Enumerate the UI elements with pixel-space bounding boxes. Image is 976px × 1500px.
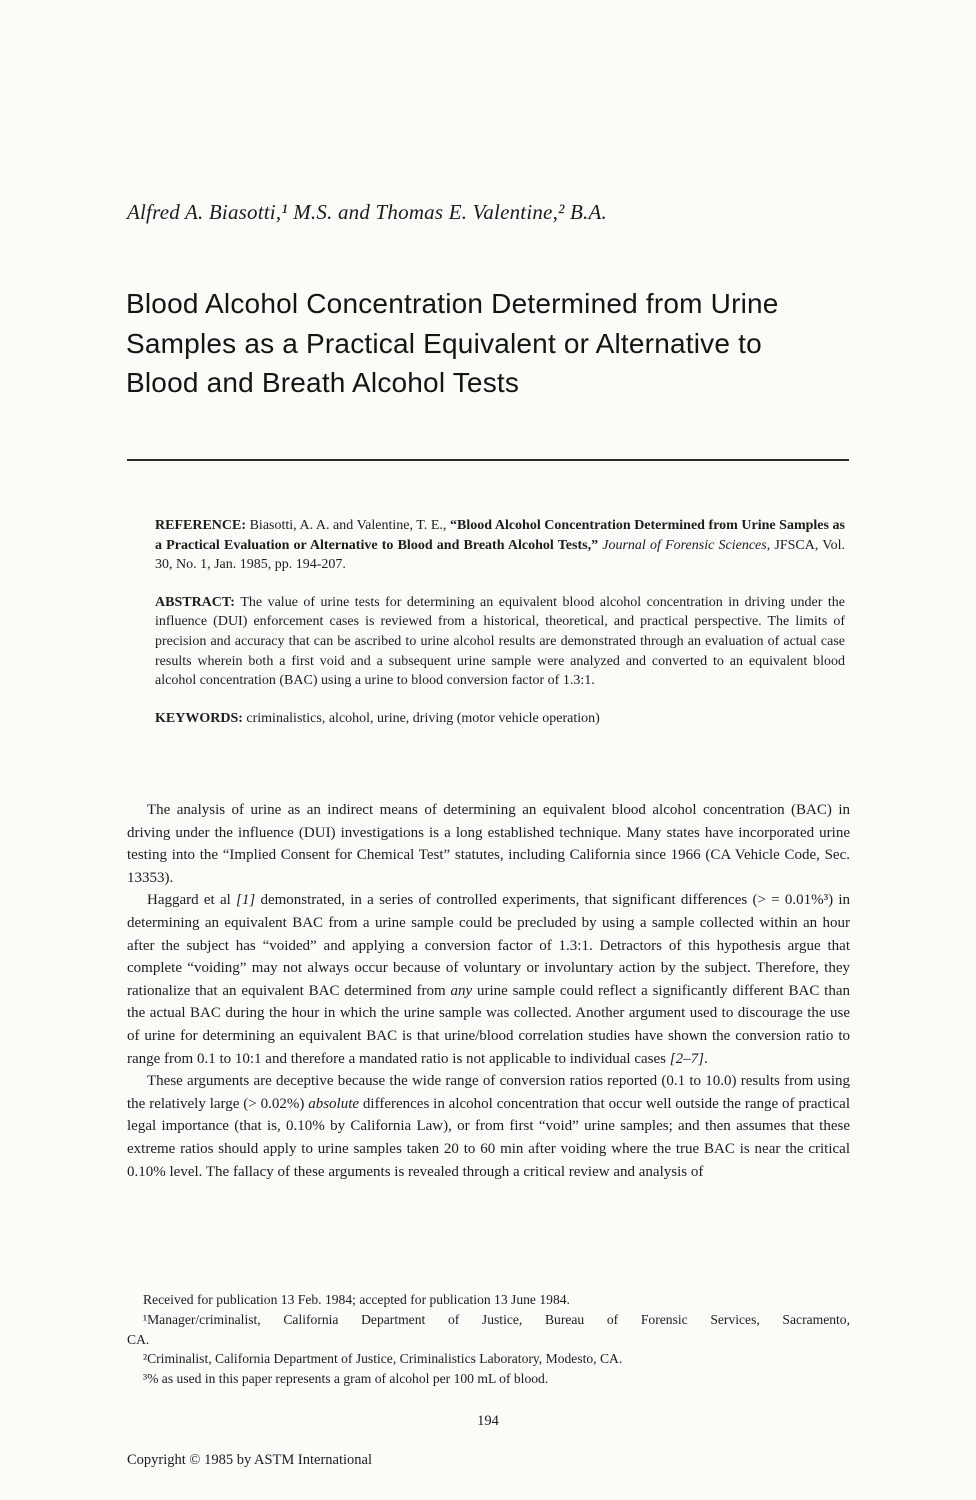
paper-title-line-1: Blood Alcohol Concentration Determined from Urine bbox=[126, 288, 779, 319]
authors-line: Alfred A. Biasotti,¹ M.S. and Thomas E. Valentine,² B.A. bbox=[127, 200, 607, 224]
copyright-notice: Copyright © 1985 by ASTM International bbox=[127, 1452, 373, 1468]
body-paragraph-2: Haggard et al [1] demonstrated, in a series of controlled experiments, that significant differences (> = 0.01%³) in determining an equivalent BAC from a urine sample could be precluded by using a sample collected within an hour after the subject has “voided” and applying a conversion factor of 1.3:1. Detractors of this hypothesis argue that complete “voiding” may not always occur because of voluntary or involuntary action by the subject. Therefore, they rationalize that an equivalent BAC determined from any urine sample could reflect a significantly different BAC than the actual BAC during the hour in which the urine sample was collected. Another argument used to discourage the use of urine for determining an equivalent BAC is that urine/blood correlation studies have shown the conversion ratio to range from 0.1 to 10:1 and therefore a mandated ratio is not applicable to individual cases [2–7]. bbox=[127, 892, 850, 1067]
paper-title-line-2: Samples as a Practical Equivalent or Alternative to bbox=[126, 327, 762, 359]
reference-paragraph: REFERENCE: Biasotti, A. A. and Valentine, T. E., “Blood Alcohol Concentration Determined from Urine Samples as a Practical Evaluation or Alternative to Blood and Breath Alcohol Tests,” Journal of Forensic Sciences, JFSCA, Vol. 30, No. 1, Jan. 1985, pp. 194-207. bbox=[155, 518, 845, 573]
frontmatter-block bbox=[155, 516, 845, 746]
footnote-author-1 bbox=[127, 1310, 850, 1350]
footnote-line: Received for publication 13 Feb. 1984; accepted for publication 13 June 1984. bbox=[143, 1292, 570, 1307]
footnotes-block bbox=[127, 1290, 850, 1389]
footnote-author-2 bbox=[127, 1349, 850, 1369]
page-number: 194 bbox=[477, 1413, 499, 1429]
footnote-line: ¹Manager/criminalist, California Department of Justice, Bureau of Forensic Services, Sacramento, bbox=[143, 1311, 850, 1327]
title-rule bbox=[127, 459, 849, 461]
footnote-line: ²Criminalist, California Department of Justice, Criminalistics Laboratory, Modesto, CA. bbox=[143, 1351, 623, 1367]
keywords-paragraph: KEYWORDS: criminalistics, alcohol, urine, driving (motor vehicle operation) bbox=[155, 710, 600, 726]
abstract-paragraph: ABSTRACT: The value of urine tests for determining an equivalent blood alcohol concentration in driving under the influence (DUI) enforcement cases is reviewed from a historical, theoretical, and practical perspective. The limits of precision and accuracy that can be ascribed to urine alcohol results are demonstrated through an evaluation of actual case results wherein both a first void and a subsequent urine sample were analyzed and converted to an equivalent blood alcohol concentration (BAC) using a urine to blood conversion factor of 1.3:1. bbox=[155, 594, 845, 689]
body-paragraph-3: These arguments are deceptive because the wide range of conversion ratios reported (0.1 to 10.0) results from using the relatively large (> 0.02%) absolute differences in alcohol concentration that occur well outside the range of practical legal importance (that is, 0.10% by California Law), or from first “void” urine samples; and then assumes that these extreme ratios should apply to urine samples taken 20 to 60 min after voiding where the true BAC is near the critical 0.10% level. The fallacy of these arguments is revealed through a critical review and analysis of bbox=[127, 1073, 850, 1180]
body-paragraph-1: The analysis of urine as an indirect means of determining an equivalent blood alcohol concentration (BAC) in driving under the influence (DUI) investigations is a long established technique. Many states have incorporated urine testing into the “Implied Consent for Chemical Test” statutes, including California since 1966 (CA Vehicle Code, Sec. 13353). bbox=[127, 802, 850, 886]
footnote-line: CA. bbox=[127, 1331, 150, 1347]
paper-title bbox=[126, 284, 866, 403]
footnote-percent-definition bbox=[127, 1369, 850, 1389]
article-body bbox=[127, 799, 850, 1183]
footnote-line: ³% as used in this paper represents a gram of alcohol per 100 mL of blood. bbox=[143, 1371, 549, 1387]
footnote-received bbox=[127, 1290, 850, 1310]
paper-title-line-3: Blood and Breath Alcohol Tests bbox=[126, 367, 520, 398]
